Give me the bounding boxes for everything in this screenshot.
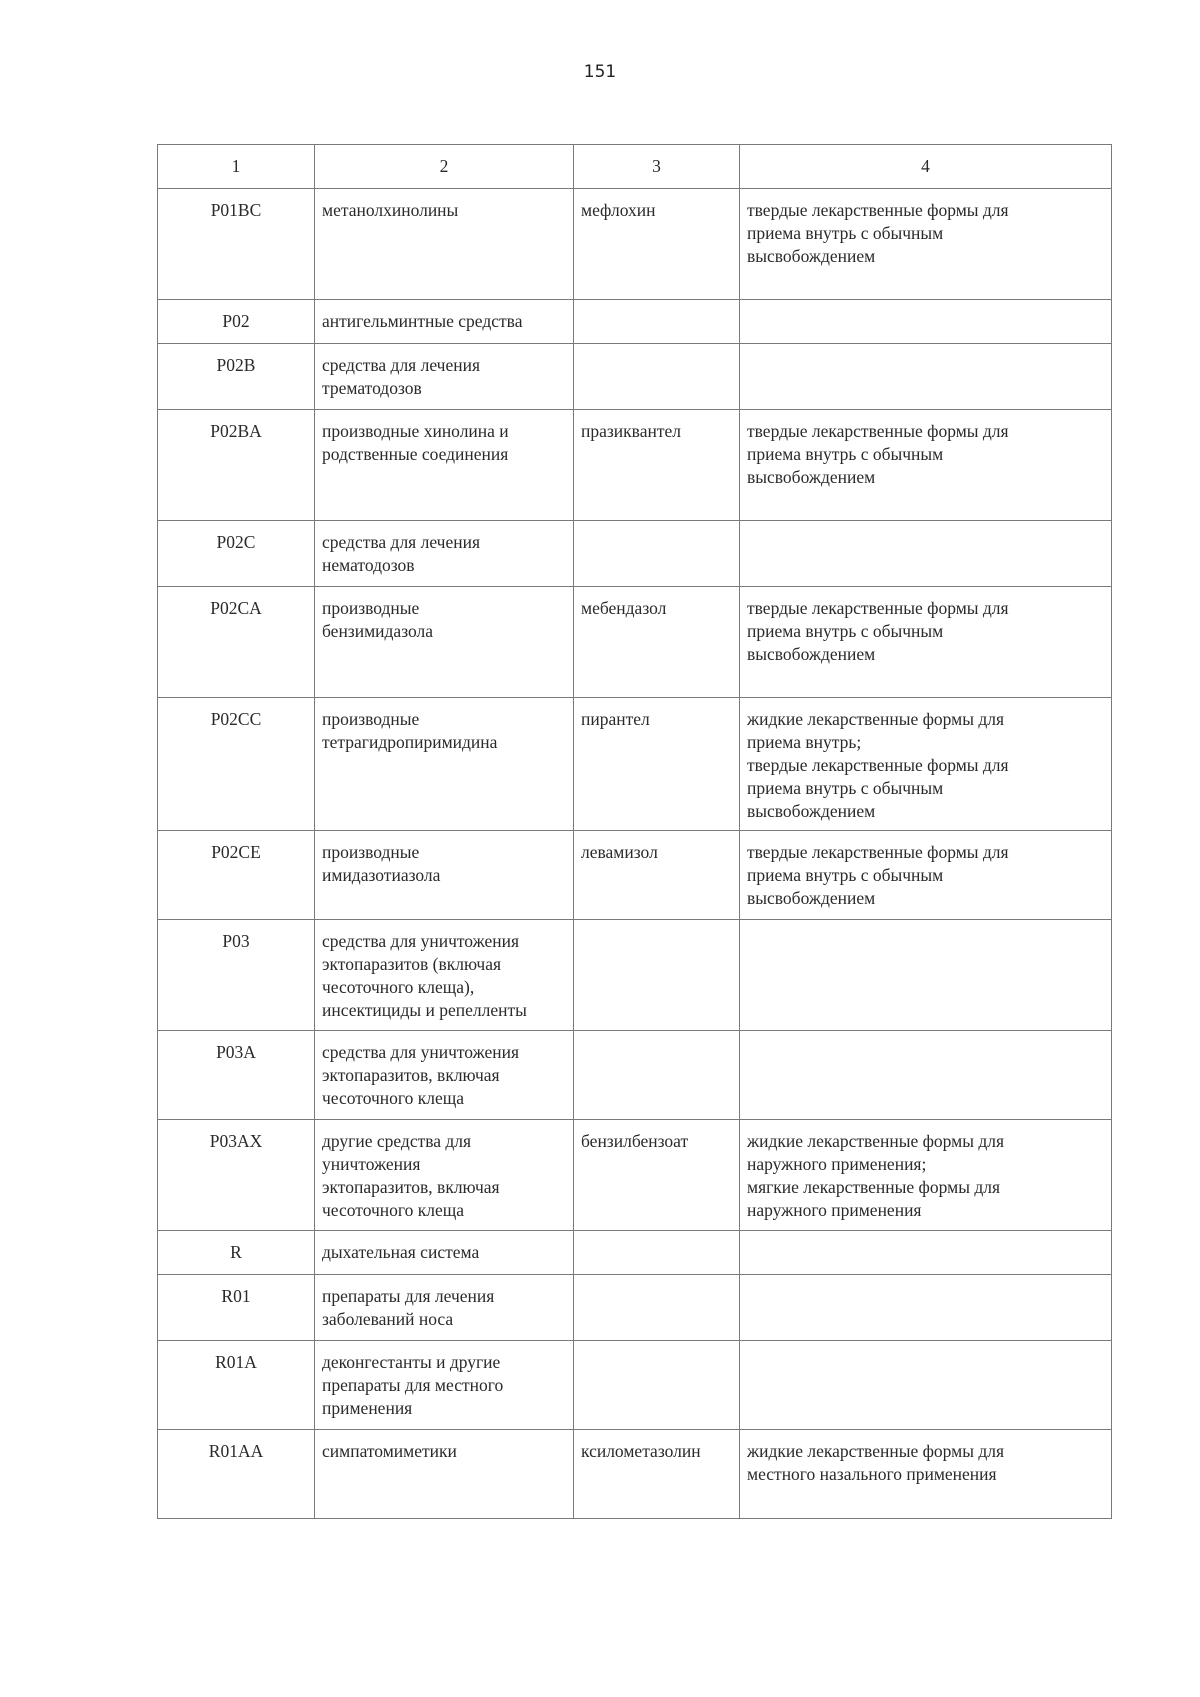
page-number: 151: [583, 62, 617, 82]
dosage-form-cell: твердые лекарственные формы для приема внутрь с обычным высвобождением: [740, 410, 1112, 521]
atc-code-cell: P03AX: [158, 1120, 315, 1231]
atc-code-cell: P02B: [158, 344, 315, 410]
group-cell: средства для лечения трематодозов: [315, 344, 574, 410]
table-row: [158, 410, 1112, 521]
table-row: [158, 300, 1112, 344]
dosage-form-cell: жидкие лекарственные формы для местного назального применения: [740, 1430, 1112, 1519]
atc-code-cell: P03: [158, 920, 315, 1031]
table-row: [158, 1031, 1112, 1120]
column-header: 1: [158, 145, 315, 189]
drug-cell: ксилометазолин: [574, 1430, 740, 1519]
table-row: [158, 920, 1112, 1031]
dosage-form-cell: твердые лекарственные формы для приема внутрь с обычным высвобождением: [740, 587, 1112, 698]
atc-code-cell: R01: [158, 1275, 315, 1341]
column-header: 4: [740, 145, 1112, 189]
dosage-form-cell: [740, 1031, 1112, 1120]
table-row: [158, 587, 1112, 698]
drug-cell: [574, 1031, 740, 1120]
table-row: [158, 521, 1112, 587]
drug-cell: [574, 521, 740, 587]
table-row: [158, 189, 1112, 300]
table-row: [158, 1231, 1112, 1275]
group-cell: другие средства для уничтожения эктопаразитов, включая чесоточного клеща: [315, 1120, 574, 1231]
column-header: 2: [315, 145, 574, 189]
table-row: [158, 1120, 1112, 1231]
drug-cell: празиквантел: [574, 410, 740, 521]
group-cell: средства для уничтожения эктопаразитов (включая чесоточного клеща), инсектициды и репелленты: [315, 920, 574, 1031]
group-cell: производные хинолина и родственные соединения: [315, 410, 574, 521]
table-row: [158, 1275, 1112, 1341]
table-row: [158, 344, 1112, 410]
atc-code-cell: P02CE: [158, 831, 315, 920]
atc-code-cell: P02C: [158, 521, 315, 587]
atc-code-cell: R01A: [158, 1341, 315, 1430]
atc-code-cell: P02BA: [158, 410, 315, 521]
drug-cell: левамизол: [574, 831, 740, 920]
atc-code-cell: P01BC: [158, 189, 315, 300]
atc-code-cell: P02: [158, 300, 315, 344]
drug-cell: пирантел: [574, 698, 740, 831]
group-cell: препараты для лечения заболеваний носа: [315, 1275, 574, 1341]
atc-code-cell: R: [158, 1231, 315, 1275]
dosage-form-cell: [740, 1231, 1112, 1275]
table-header-row: [158, 145, 1112, 189]
drug-cell: [574, 300, 740, 344]
dosage-form-cell: твердые лекарственные формы для приема внутрь с обычным высвобождением: [740, 189, 1112, 300]
group-cell: средства для лечения нематодозов: [315, 521, 574, 587]
group-cell: симпатомиметики: [315, 1430, 574, 1519]
drug-cell: [574, 920, 740, 1031]
table-row: [158, 1341, 1112, 1430]
column-header: 3: [574, 145, 740, 189]
group-cell: дыхательная система: [315, 1231, 574, 1275]
group-cell: производные бензимидазола: [315, 587, 574, 698]
dosage-form-cell: твердые лекарственные формы для приема внутрь с обычным высвобождением: [740, 831, 1112, 920]
table-row: [158, 831, 1112, 920]
atc-code-cell: P03A: [158, 1031, 315, 1120]
dosage-form-cell: [740, 344, 1112, 410]
dosage-form-cell: жидкие лекарственные формы для наружного применения; мягкие лекарственные формы для наружного применения: [740, 1120, 1112, 1231]
dosage-form-cell: [740, 1275, 1112, 1341]
group-cell: производные тетрагидропиримидина: [315, 698, 574, 831]
dosage-form-cell: [740, 300, 1112, 344]
dosage-form-cell: [740, 1341, 1112, 1430]
drug-cell: [574, 1231, 740, 1275]
dosage-form-cell: жидкие лекарственные формы для приема внутрь; твердые лекарственные формы для приема внутрь с обычным высвобождением: [740, 698, 1112, 831]
table-row: [158, 1430, 1112, 1519]
group-cell: антигельминтные средства: [315, 300, 574, 344]
dosage-form-cell: [740, 920, 1112, 1031]
drug-cell: [574, 1341, 740, 1430]
group-cell: метанолхинолины: [315, 189, 574, 300]
dosage-form-cell: [740, 521, 1112, 587]
group-cell: деконгестанты и другие препараты для местного применения: [315, 1341, 574, 1430]
table-row: [158, 698, 1112, 831]
atc-code-cell: R01AA: [158, 1430, 315, 1519]
atc-code-cell: P02CA: [158, 587, 315, 698]
drug-cell: бензилбензоат: [574, 1120, 740, 1231]
group-cell: средства для уничтожения эктопаразитов, включая чесоточного клеща: [315, 1031, 574, 1120]
drug-cell: мефлохин: [574, 189, 740, 300]
drug-table: [157, 144, 1112, 1519]
atc-code-cell: P02CC: [158, 698, 315, 831]
drug-cell: мебендазол: [574, 587, 740, 698]
drug-cell: [574, 344, 740, 410]
group-cell: производные имидазотиазола: [315, 831, 574, 920]
drug-cell: [574, 1275, 740, 1341]
